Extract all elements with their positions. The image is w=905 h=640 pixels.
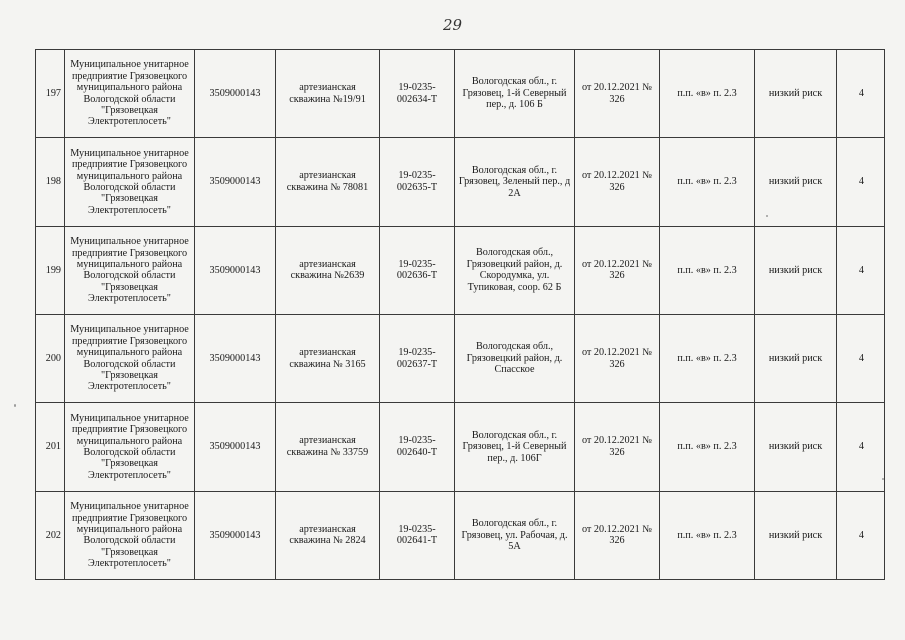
table-row	[36, 50, 885, 138]
page-number: 29	[442, 16, 463, 34]
scan-speck	[766, 215, 768, 217]
risk-category-cell: 4	[837, 50, 885, 138]
address-cell: Вологодская обл., г. Грязовец, Зеленый пер., д 2А	[455, 138, 575, 226]
row-number-cell: 199	[36, 226, 65, 314]
address-cell: Вологодская обл., г. Грязовец, 1-й Северный пер., д. 106Г	[455, 403, 575, 491]
registry-table	[35, 49, 885, 580]
object-name-cell: артезианская скважина № 2824	[276, 491, 380, 579]
inn-cell: 3509000143	[195, 491, 276, 579]
order-ref-cell: от 20.12.2021 № 326	[575, 50, 660, 138]
order-ref-cell: от 20.12.2021 № 326	[575, 314, 660, 402]
risk-level-cell: низкий риск	[755, 314, 837, 402]
table-row	[36, 491, 885, 579]
risk-category-cell: 4	[837, 403, 885, 491]
risk-level-cell: низкий риск	[755, 491, 837, 579]
scan-speck	[882, 478, 884, 480]
row-number-cell: 202	[36, 491, 65, 579]
inn-cell: 3509000143	[195, 226, 276, 314]
risk-level-cell: низкий риск	[755, 50, 837, 138]
criterion-cell: п.п. «в» п. 2.3	[660, 226, 755, 314]
object-code-cell: 19-0235-002634-Т	[380, 50, 455, 138]
object-name-cell: артезианская скважина №19/91	[276, 50, 380, 138]
org-name-cell: Муниципальное унитарное предприятие Грязовецкого муниципального района Вологодской области "Грязовецкая Электротеплосеть"	[65, 138, 195, 226]
table-row	[36, 403, 885, 491]
row-number-cell: 197	[36, 50, 65, 138]
object-name-cell: артезианская скважина № 33759	[276, 403, 380, 491]
table-row	[36, 314, 885, 402]
address-cell: Вологодская обл., г. Грязовец, ул. Рабочая, д. 5А	[455, 491, 575, 579]
object-code-cell: 19-0235-002636-Т	[380, 226, 455, 314]
order-ref-cell: от 20.12.2021 № 326	[575, 403, 660, 491]
order-ref-cell: от 20.12.2021 № 326	[575, 138, 660, 226]
object-code-cell: 19-0235-002637-Т	[380, 314, 455, 402]
risk-level-cell: низкий риск	[755, 403, 837, 491]
address-cell: Вологодская обл., Грязовецкий район, д. Скородумка, ул. Тупиковая, соор. 62 Б	[455, 226, 575, 314]
org-name-cell: Муниципальное унитарное предприятие Грязовецкого муниципального района Вологодской области "Грязовецкая Электротеплосеть"	[65, 403, 195, 491]
inn-cell: 3509000143	[195, 403, 276, 491]
address-cell: Вологодская обл., Грязовецкий район, д. Спасское	[455, 314, 575, 402]
table-row	[36, 138, 885, 226]
risk-level-cell: низкий риск	[755, 138, 837, 226]
criterion-cell: п.п. «в» п. 2.3	[660, 403, 755, 491]
criterion-cell: п.п. «в» п. 2.3	[660, 50, 755, 138]
object-name-cell: артезианская скважина № 3165	[276, 314, 380, 402]
risk-category-cell: 4	[837, 314, 885, 402]
object-code-cell: 19-0235-002640-Т	[380, 403, 455, 491]
object-name-cell: артезианская скважина № 78081	[276, 138, 380, 226]
row-number-cell: 200	[36, 314, 65, 402]
org-name-cell: Муниципальное унитарное предприятие Грязовецкого муниципального района Вологодской области "Грязовецкая Электротеплосеть"	[65, 50, 195, 138]
row-number-cell: 201	[36, 403, 65, 491]
risk-category-cell: 4	[837, 138, 885, 226]
inn-cell: 3509000143	[195, 314, 276, 402]
scan-speck	[14, 404, 16, 407]
order-ref-cell: от 20.12.2021 № 326	[575, 226, 660, 314]
org-name-cell: Муниципальное унитарное предприятие Грязовецкого муниципального района Вологодской области "Грязовецкая Электротеплосеть"	[65, 314, 195, 402]
object-name-cell: артезианская скважина №2639	[276, 226, 380, 314]
object-code-cell: 19-0235-002641-Т	[380, 491, 455, 579]
risk-category-cell: 4	[837, 491, 885, 579]
risk-level-cell: низкий риск	[755, 226, 837, 314]
address-cell: Вологодская обл., г. Грязовец, 1-й Северный пер., д. 106 Б	[455, 50, 575, 138]
criterion-cell: п.п. «в» п. 2.3	[660, 138, 755, 226]
order-ref-cell: от 20.12.2021 № 326	[575, 491, 660, 579]
inn-cell: 3509000143	[195, 138, 276, 226]
object-code-cell: 19-0235-002635-Т	[380, 138, 455, 226]
inn-cell: 3509000143	[195, 50, 276, 138]
org-name-cell: Муниципальное унитарное предприятие Грязовецкого муниципального района Вологодской области "Грязовецкая Электротеплосеть"	[65, 226, 195, 314]
row-number-cell: 198	[36, 138, 65, 226]
risk-category-cell: 4	[837, 226, 885, 314]
criterion-cell: п.п. «в» п. 2.3	[660, 314, 755, 402]
table-row	[36, 226, 885, 314]
org-name-cell: Муниципальное унитарное предприятие Грязовецкого муниципального района Вологодской области "Грязовецкая Электротеплосеть"	[65, 491, 195, 579]
criterion-cell: п.п. «в» п. 2.3	[660, 491, 755, 579]
